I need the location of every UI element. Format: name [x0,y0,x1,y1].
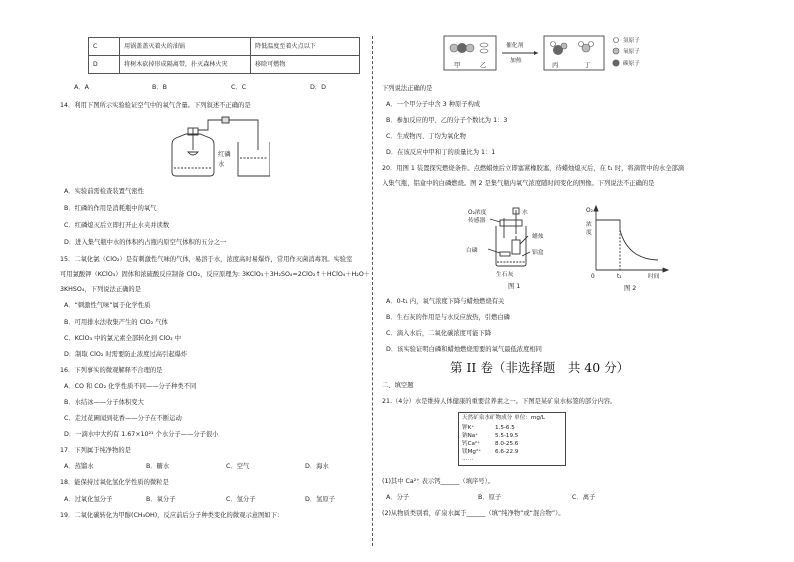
label-row-name: 镁Mg²⁺ [462,449,482,455]
fig1-label-o2-sensor: O₂浓度 [468,210,487,216]
fig1-label-sensor: 传感器 [468,218,486,224]
legend-hydrogen: 氢原子 [623,38,640,44]
option: D．D [310,84,326,91]
table-cell-label: D [89,56,120,74]
option: A．分子 [386,494,410,501]
option: C．KClO₃ 中的氯元素全部转化到 ClO₂ 中 [64,335,182,342]
option: A．一个甲分子中含 3 种原子构成 [386,101,481,108]
question-16-stem: 16．下列事实的微观解释不合理的是 [60,367,163,374]
arrow-condition-bottom: 加热 [510,58,522,64]
question-17-stem: 17．下列属于纯净物的是 [60,447,131,454]
option: A．A [74,84,89,91]
right-column [382,32,742,552]
option: C．滴入水后，二氧化碳浓度可能下降 [386,330,492,337]
question-14-stem: 14．利用下图所示实验验证空气中的氧气含量。下列叙述不正确的是 [60,102,251,109]
question-19-sub-stem: 下列说法正确的是 [382,85,433,92]
table-row [89,38,360,56]
figure-2-caption: 图 2 [624,285,637,292]
option: A．实验前需检查装置气密性 [64,188,144,195]
option: D．一滴水中大约有 1.67×10²¹ 个水分子——分子很小 [64,431,219,438]
fig1-label-candle: 蜡烛 [532,234,544,240]
question-20-line: 入集气瓶，铝盒中的白磷燃烧。图 2 是集气瓶内氧气浓度随时间变化的图像。下列说法不正确的是 [382,180,655,187]
option: B．B [152,84,167,91]
option: D．海水 [305,463,329,470]
question-15-line: 可用氯酸钾（KClO₃）固体和浓硫酸反应制备 ClO₂，反应原理为: 3KClO₃＋3H₂SO₄=2ClO₂↑＋HClO₄＋H₂O＋ [60,271,371,278]
option: D．制取 ClO₂ 时需要防止浓度过高引起爆炸 [64,351,188,358]
fig2-x-tick: t₁ [617,274,622,280]
fig2-y-label-3: 度 [586,230,592,236]
option: D．氢原子 [305,496,336,503]
oxygen-atom-icon [613,48,619,54]
table-cell-principle: 移除可燃物 [251,56,360,74]
label-row-name: 钾K⁺ [462,425,475,431]
fig2-y-label-1: O₂ [586,208,593,214]
label-bing: 丙 [552,62,559,69]
option: C．红磷熄灭后立即打开止水夹并读数 [64,222,170,229]
table-cell-label: C [89,38,120,56]
left-column [60,32,372,552]
question-21-sub-1: (1)其中 Ca²⁺ 表示钙______（填序号）。 [382,478,495,485]
option: C．离子 [572,494,596,501]
option: B．红磷的作用是消耗瓶中的氧气 [64,205,157,212]
option: B．生石灰的作用是与水反应放热，引燃白磷 [386,314,510,321]
table-cell-principle: 降低温度至着火点以下 [251,38,360,56]
question-19-stem: 19．二氧化碳转化为甲醇(CH₃OH)，反应前后分子种类变化的微观示意图如下： [60,512,284,519]
fig2-y-label-2: 浓 [586,222,592,228]
option: B．原子 [478,494,502,501]
label-row-value: 6.6-22.9 [495,449,519,455]
option: B．可用排水法收集产生的 ClO₂ 气体 [64,319,168,326]
figure-1-apparatus [466,204,570,292]
phosphorus-label: 红磷 [218,151,231,158]
question-15-line: 3KHSO₄，下列说法正确的是 [60,286,142,293]
arrow-condition-top: 催化剂 [506,43,524,49]
option: A．蒸馏水 [64,463,94,470]
legend-oxygen: 氧原子 [623,49,640,55]
option: C．C [231,84,247,91]
label-jia: 甲 [454,62,461,69]
option: C．生成物丙、丁均为氧化物 [386,133,466,140]
label-row-value: 5.5-19.5 [495,433,519,439]
question-18-stem: 18．能保持过氧化氢化学性质的微粒是 [60,479,169,486]
table-row [89,56,360,74]
option: B．参加反应的甲、乙的分子个数比为 1：3 [386,117,508,124]
legend-carbon: 碳原子 [623,61,640,67]
option: D．进入集气瓶中水的体积约占瓶内原空气体积的五分之一 [64,239,227,246]
option: B．水结冰——分子体积变大 [64,399,144,406]
section-fill-in: 二、填空题 [382,382,414,389]
label-yi: 乙 [480,62,487,69]
option: C．氢分子 [226,496,256,503]
question-15-line: 15．二氧化氯（ClO₂）是有刺激性气味的气体，易溶于水，浓度高时易爆炸，常用作灭菌消毒剂。实验室 [60,256,353,263]
label-title: 天然矿泉水矿物成分 单位：mg/L [462,415,545,421]
option: C．走过花圃闻到花香——分子在不断运动 [64,415,182,422]
figure-2-graph [586,202,672,294]
question-21-stem: 21.（4分）水是维持人体健康的重要营养素之一。下图是某矿泉水标签的部分内容。 [382,398,617,405]
phosphorus-apparatus-figure [160,116,270,182]
question-21-sub-2: (2)从物质类别看，矿泉水属于______（填“纯净物”或“混合物”）。 [382,510,565,517]
option: A．过氧化氢分子 [64,496,113,503]
column-divider [372,36,373,546]
label-row-name: …… [462,456,474,462]
label-row-name: 钠Na⁺ [462,433,479,439]
table-cell-method: 用锅盖盖灭着火的油锅 [120,38,251,56]
option: A．CO 和 CO₂ 化学性质不同——分子种类不同 [64,383,197,390]
fig1-label-phosphorus: 白磷 [466,248,478,254]
fig2-origin: 0 [591,274,595,280]
question-20-line: 20．用图 1 装置探究燃烧条件。点燃蜡烛后立即塞紧橡胶塞，待蜡烛熄灭后，在 t₁ 时，将滴管中的水全部滴 [382,165,685,172]
fig2-x-label: 时间 [648,274,660,280]
label-ding: 丁 [584,62,591,69]
mineral-water-label [458,412,566,466]
figure-1-caption: 图 1 [508,283,521,290]
label-row-value: 8.0-25.6 [495,441,519,447]
fig1-label-aluminum-box: 铝盒 [532,250,544,256]
fig1-label-quicklime: 生石灰 [496,272,514,278]
fig1-label-water: 水 [522,210,528,216]
option: A．0-t₁ 内，氧气浓度下降与蜡烛燃烧有关 [386,298,505,305]
hydrogen-atom-icon [614,38,619,43]
option: D．在该反应中甲和丁的质量比为 1：1 [386,149,496,156]
option: A．“刺激性气味”属于化学性质 [64,302,151,309]
option: B．氧分子 [146,496,176,503]
label-row-value: 1.5-6.5 [495,425,515,431]
option: D．该实验证明白磷和蜡烛燃烧需要的氧气最低浓度相同 [386,346,542,353]
table-cell-method: 将树木砍掉形成隔离带，扑灭森林火灾 [120,56,251,74]
label-row-name: 钙Ca²⁺ [462,441,481,447]
carbon-atom-icon [613,60,620,67]
option: B．糖水 [146,463,170,470]
option: C．空气 [226,463,250,470]
extinguish-table [88,37,360,74]
water-label: 水 [218,161,225,168]
part-2-title: 第 II 卷（非选择题 共 40 分） [450,360,630,375]
reaction-microscopic-diagram [440,32,680,80]
